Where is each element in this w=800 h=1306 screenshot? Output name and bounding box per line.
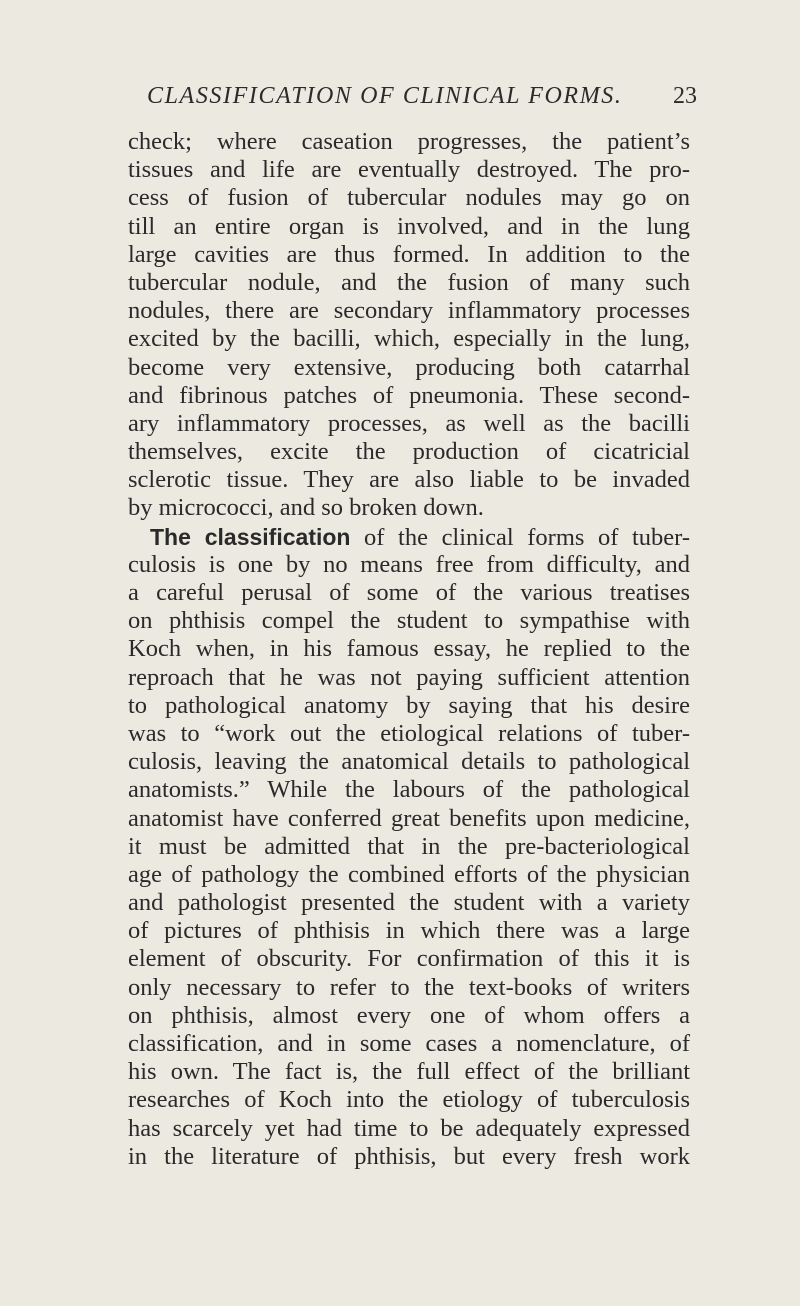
text-line: and pathologist presented the student with a variety — [128, 889, 690, 917]
paragraph-first-line — [128, 523, 690, 551]
text-line: of pictures of phthisis in which there was a large — [128, 917, 690, 945]
text-line: classification, and in some cases a nomenclature, of — [128, 1030, 690, 1057]
text-line: reproach that he was not paying sufficient attention — [128, 663, 690, 691]
text-line: Koch when, in his famous essay, he replied to the — [128, 635, 690, 663]
running-title: CLASSIFICATION OF CLINICAL FORMS. — [147, 83, 623, 109]
text-line: become very extensive, producing both catarrhal — [128, 353, 690, 381]
text-line: it must be admitted that in the pre-bacteriological — [128, 832, 690, 860]
text-line: by micrococci, and so broken down. — [128, 494, 484, 522]
text-line: on phthisis compel the student to sympathise with — [128, 607, 690, 635]
text-line: sclerotic tissue. They are also liable to be invaded — [128, 466, 690, 494]
text-line: to pathological anatomy by saying that his desire — [128, 691, 690, 719]
text-line: in the literature of phthisis, but every fresh work — [128, 1142, 690, 1170]
paragraph-first-line-text: of the clinical forms of tuber- — [350, 523, 690, 551]
text-line: only necessary to refer to the text-books of writers — [128, 973, 690, 1001]
text-line: anatomists.” While the labours of the pathological — [128, 776, 690, 804]
text-line: researches of Koch into the etiology of tuberculosis — [128, 1086, 690, 1114]
text-line: large cavities are thus formed. In addition to the — [128, 240, 690, 268]
paragraph-lead: The classification — [150, 523, 351, 550]
body-text — [128, 128, 690, 1171]
text-line: till an entire organ is involved, and in the lung — [128, 212, 690, 240]
text-line: excited by the bacilli, which, especially in the lung, — [128, 325, 690, 353]
text-line: and fibrinous patches of pneumonia. These second- — [128, 381, 690, 409]
text-line: culosis is one by no means free from difficulty, and — [128, 550, 690, 578]
text-line: nodules, there are secondary inflammatory processes — [128, 297, 690, 325]
text-line: cess of fusion of tubercular nodules may go on — [128, 184, 690, 212]
page-number: 23 — [673, 83, 697, 109]
text-line: age of pathology the combined efforts of the physician — [128, 860, 690, 888]
text-line: culosis, leaving the anatomical details to pathological — [128, 748, 690, 776]
text-line: ary inflammatory processes, as well as the bacilli — [128, 409, 690, 437]
text-line: element of obscurity. For confirmation of this it is — [128, 945, 690, 973]
text-line: his own. The fact is, the full effect of the brilliant — [128, 1058, 690, 1086]
running-header — [0, 83, 800, 123]
text-line: check; where caseation progresses, the patient’s — [128, 128, 690, 155]
text-line: was to “work out the etiological relations of tuber- — [128, 719, 690, 747]
text-line: a careful perusal of some of the various treatises — [128, 579, 690, 606]
text-line: tubercular nodule, and the fusion of many such — [128, 268, 690, 296]
text-line: on phthisis, almost every one of whom offers a — [128, 1001, 690, 1029]
text-line: tissues and life are eventually destroyed. The pro- — [128, 156, 690, 184]
text-line: anatomist have conferred great benefits upon medicine, — [128, 804, 690, 832]
text-line: themselves, excite the production of cicatricial — [128, 438, 690, 466]
text-line: has scarcely yet had time to be adequately expressed — [128, 1114, 690, 1142]
